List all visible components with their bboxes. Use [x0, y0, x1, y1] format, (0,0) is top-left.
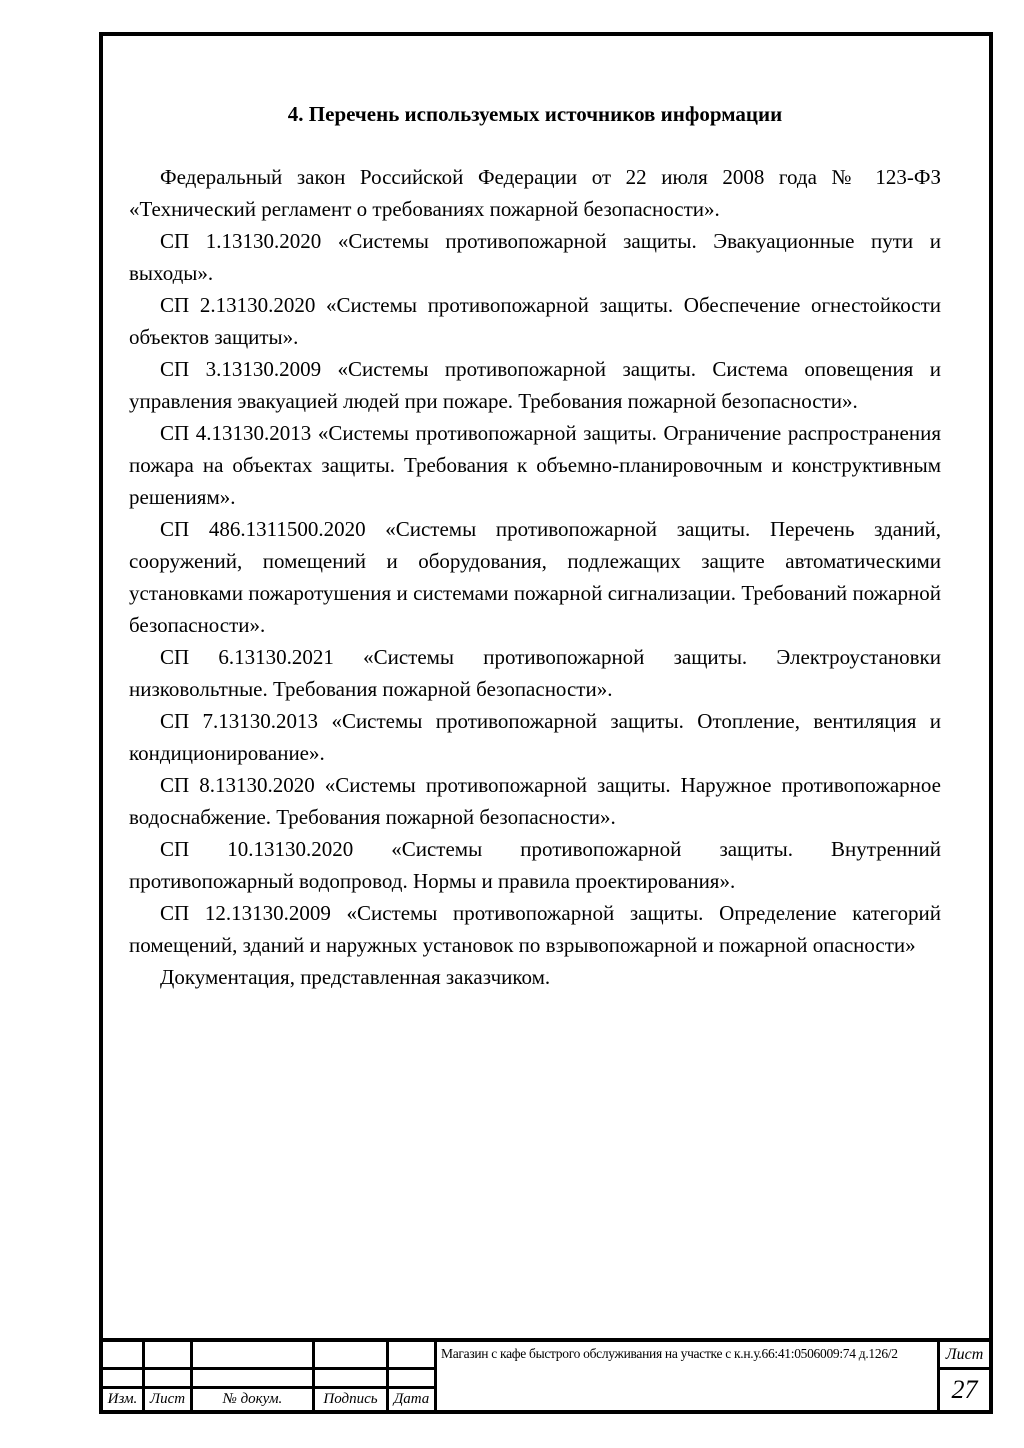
column-header-izm: Изм. [103, 1389, 145, 1410]
column-header-list: Лист [145, 1389, 193, 1410]
sheet-number: 27 [951, 1375, 978, 1404]
stamp-cell [193, 1370, 315, 1389]
stamp-cell [103, 1342, 145, 1370]
stamp-cell [193, 1342, 315, 1370]
paragraph-sp12: СП 12.13130.2009 «Системы противопожарной защиты. Определение категорий помещений, зданий и наружных установок по взрывопожарной и пожарной опасности» [129, 901, 941, 957]
stamp-cell [389, 1370, 437, 1389]
page-title: 4. Перечень используемых источников информации [287, 102, 783, 126]
paragraph-sp486: СП 486.1311500.2020 «Системы противопожарной защиты. Перечень зданий, сооружений, помещений и оборудования, подлежащих защите автоматическими установками пожаротушения и системами пожарной сигнализации. Требований пожарной безопасности». [129, 517, 941, 637]
document-content [129, 98, 941, 993]
paragraph-sp4: СП 4.13130.2013 «Системы противопожарной защиты. Ограничение распространения пожара на объектах защиты. Требования к объемно-планировочным и конструктивным решениям». [129, 421, 941, 509]
paragraph-sp6: СП 6.13130.2021 «Системы противопожарной защиты. Электроустановки низковольтные. Требования пожарной безопасности». [129, 645, 941, 701]
paragraph-sp1: СП 1.13130.2020 «Системы противопожарной защиты. Эвакуационные пути и выходы». [129, 229, 941, 285]
stamp-cell [103, 1370, 145, 1389]
paragraph-sp8: СП 8.13130.2020 «Системы противопожарной защиты. Наружное противопожарное водоснабжение. Требования пожарной безопасности». [129, 773, 941, 829]
paragraph-sp7: СП 7.13130.2013 «Системы противопожарной защиты. Отопление, вентиляция и кондиционирование». [129, 709, 941, 765]
stamp-cell [145, 1342, 193, 1370]
stamp-cell [389, 1342, 437, 1370]
sheet-label: Лист [940, 1342, 989, 1370]
paragraph-sp2: СП 2.13130.2020 «Системы противопожарной защиты. Обеспечение огнестойкости объектов защиты». [129, 293, 941, 349]
paragraph-federal-law: Федеральный закон Российской Федерации от 22 июля 2008 года № 123-ФЗ «Технический регламент о требованиях пожарной безопасности». [129, 165, 941, 221]
column-header-docnum: № докум. [193, 1389, 315, 1410]
sheet-box [940, 1342, 989, 1410]
column-header-data: Дата [389, 1389, 437, 1410]
title-block-stamp [99, 1338, 993, 1414]
stamp-cell [315, 1370, 389, 1389]
paragraph-customer-docs: Документация, представленная заказчиком. [160, 965, 551, 989]
revision-table [103, 1342, 437, 1410]
sources-list [129, 161, 941, 993]
project-name: Магазин с кафе быстрого обслуживания на участке с к.н.у.66:41:0506009:74 д.126/2 [437, 1342, 940, 1410]
paragraph-sp3: СП 3.13130.2009 «Системы противопожарной защиты. Система оповещения и управления эвакуацией людей при пожаре. Требования пожарной безопасности». [129, 357, 941, 413]
stamp-cell [315, 1342, 389, 1370]
paragraph-sp10: СП 10.13130.2020 «Системы противопожарной защиты. Внутренний противопожарный водопровод. Нормы и правила проектирования». [129, 837, 941, 893]
column-header-podpis: Подпись [315, 1389, 389, 1410]
stamp-cell [145, 1370, 193, 1389]
